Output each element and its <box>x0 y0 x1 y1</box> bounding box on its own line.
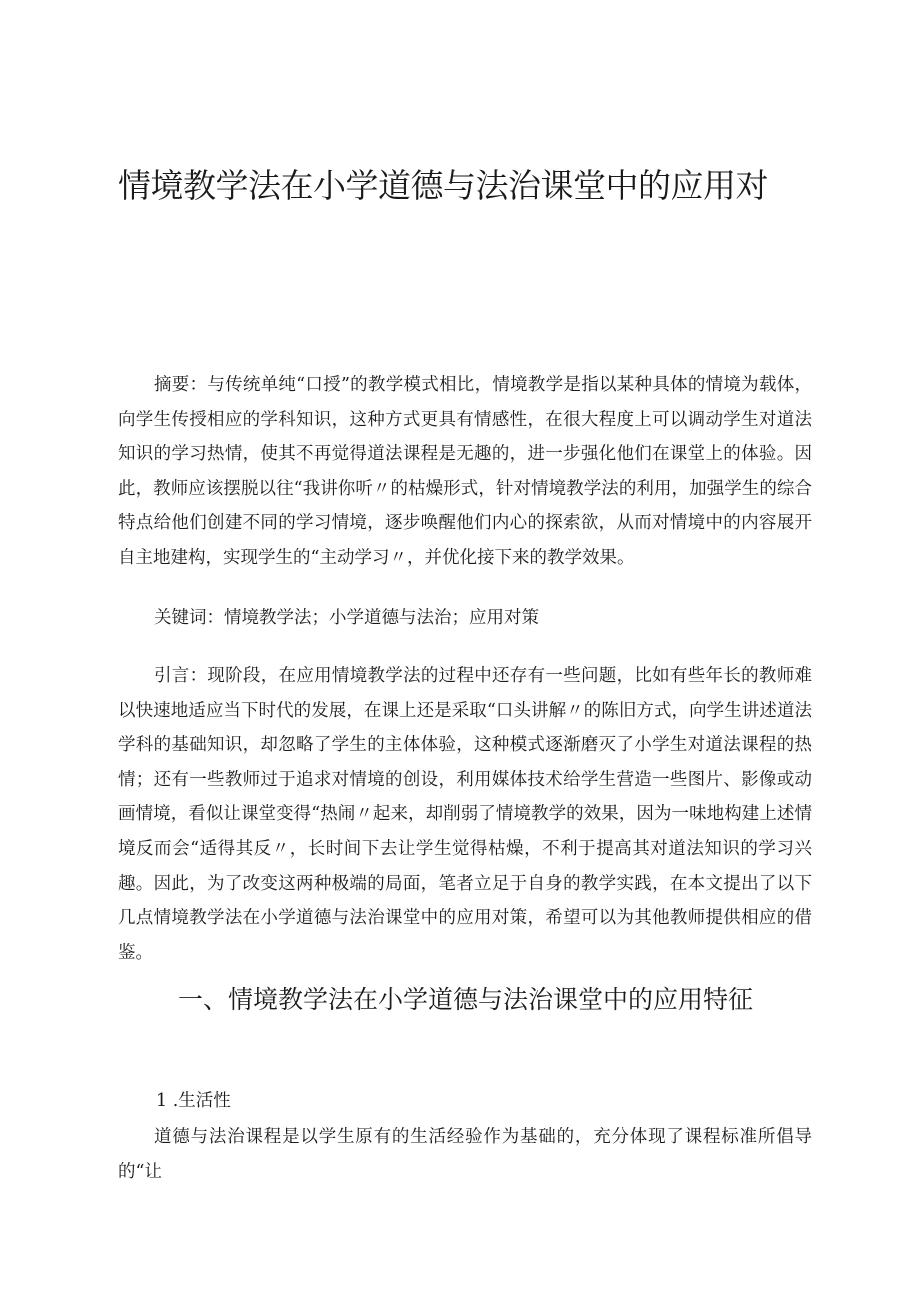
subsection-heading: 1 .生活性 <box>156 1091 231 1111</box>
section-heading: 一、情境教学法在小学道德与法治课堂中的应用特征 <box>178 985 754 1014</box>
introduction-paragraph: 引言：现阶段，在应用情境教学法的过程中还存有一些问题，比如有些年长的教师难以快速地适应当下时代的发展，在课上还是采取“口头讲解〃的陈旧方式，向学生讲述道法学科的基础知识，却忽略了学生的主体体验，这种模式逐渐磨灭了小学生对道法课程的热情；还有一些教师过于追求对情境的创设，利用媒体技术给学生营造一些图片、影像或动画情境，看似让课堂变得“热闹〃起来，却削弱了情境教学的效果，因为一味地构建上述情境反而会“适得其反〃，长时间下去让学生觉得枯燥，不利于提高其对道法知识的学习兴趣。因此，为了改变这两种极端的局面，笔者立足于自身的教学实践，在本文提出了以下几点情境教学法在小学道德与法治课堂中的应用对策，希望可以为其他教师提供相应的借鉴。 <box>118 666 812 963</box>
document-title: 情境教学法在小学道德与法治课堂中的应用对 <box>118 166 768 205</box>
keywords-line: 关键词：情境教学法；小学道德与法治；应用对策 <box>154 608 539 628</box>
body-paragraph: 道德与法治课程是以学生原有的生活经验作为基础的，充分体现了课程标准所倡导的“让 <box>118 1127 812 1182</box>
abstract-paragraph: 摘要：与传统单纯“口授”的教学模式相比，情境教学是指以某种具体的情境为载体，向学生传授相应的学科知识，这种方式更具有情感性，在很大程度上可以调动学生对道法知识的学习热情，使其不再觉得道法课程是无趣的，进一步强化他们在课堂上的体验。因此，教师应该摆脱以往“我讲你听〃的枯燥形式，针对情境教学法的利用，加强学生的综合特点给他们创建不同的学习情境，逐步唤醒他们内心的探索欲，从而对情境中的内容展开自主地建构，实现学生的“主动学习〃，并优化接下来的教学效果。 <box>118 375 812 568</box>
